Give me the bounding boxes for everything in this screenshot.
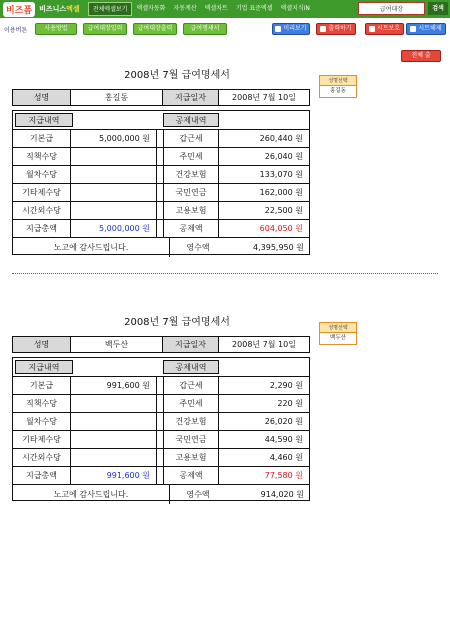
deduct-label: 주민세 [163, 395, 219, 412]
total-pay-label: 지급총액 [13, 220, 71, 237]
pay-header: 지급내역 [15, 113, 73, 127]
payslip-title: 2008년 7월 급여명세서 [124, 317, 230, 328]
deduct-header: 공제내역 [163, 360, 219, 374]
deduct-label: 국민연금 [163, 184, 219, 201]
table-row [13, 412, 309, 430]
print-icon [320, 26, 326, 32]
name-label: 성명 [13, 337, 71, 352]
pay-header: 지급내역 [15, 360, 73, 374]
deduct-value: 4,460 원 [269, 453, 303, 462]
top-navigation-bar [0, 0, 450, 18]
unlock-icon [410, 26, 416, 32]
deduct-label: 갑근세 [163, 377, 219, 394]
totals-row [13, 219, 309, 237]
toolbar-label: 이용버튼 [4, 27, 28, 34]
pay-value [71, 395, 157, 412]
deduct-value: 26,040 원 [264, 152, 303, 161]
lock-icon [369, 26, 375, 32]
site-logo[interactable] [0, 0, 80, 18]
pay-label: 시간외수당 [13, 449, 71, 466]
deduct-label: 갑근세 [163, 130, 219, 147]
pay-label: 직책수당 [13, 148, 71, 165]
total-deduct-label: 공제액 [163, 467, 219, 484]
employee-info-row [12, 89, 310, 106]
deduct-value: 260,440 원 [259, 134, 303, 143]
logo-text: 비즈폼 [3, 2, 35, 17]
table-row [13, 430, 309, 448]
deduct-label: 국민연금 [163, 431, 219, 448]
picker-selected-name[interactable]: 백두산 [330, 335, 346, 341]
section-divider [12, 273, 438, 274]
pay-value [71, 184, 157, 201]
preview-button[interactable]: 미리보기 [272, 23, 310, 35]
pay-label: 월차수당 [13, 166, 71, 183]
employee-info-row [12, 336, 310, 353]
nav-item-excel-chart[interactable]: 엑셀차트 [204, 5, 228, 12]
picker-label: 성명선택 [320, 76, 356, 86]
thanks-message: 노고에 감사드립니다. [13, 484, 170, 504]
table-row [13, 147, 309, 165]
deduct-label: 건강보험 [163, 413, 219, 430]
nav-item-all-excel[interactable]: 전체엑셀보기 [88, 2, 133, 16]
total-pay-value: 991,600 원 [71, 467, 157, 484]
how-to-use-button[interactable]: 사용방법 [35, 23, 77, 35]
deduct-header: 공제내역 [163, 113, 219, 127]
preview-icon [275, 26, 281, 32]
pay-value [71, 449, 157, 466]
nav-item-standard-excel[interactable]: 기업 표준엑셀 [235, 5, 273, 12]
payroll-output-button[interactable]: 급여대장출력 [133, 23, 177, 35]
deduct-value: 2,290 원 [269, 381, 303, 390]
net-pay-label: 영수액 [186, 242, 210, 252]
search-button[interactable]: 검색 [428, 2, 448, 15]
payslip-body [12, 110, 310, 255]
net-pay-value: 4,395,950 원 [253, 242, 304, 252]
search-box [358, 2, 425, 15]
pay-value: 5,000,000 원 [71, 130, 157, 147]
pay-value [71, 413, 157, 430]
pay-label: 시간외수당 [13, 202, 71, 219]
pay-value [71, 202, 157, 219]
payslip-body [12, 357, 310, 501]
table-row [13, 165, 309, 183]
table-row [13, 448, 309, 466]
name-label: 성명 [13, 90, 71, 105]
nav-item-excel-automation[interactable]: 엑셀자동화 [136, 5, 166, 12]
employee-name: 홍길동 [71, 90, 163, 105]
clear-all-button[interactable]: 전체 출 [401, 50, 441, 62]
net-pay-value: 914,020 원 [260, 489, 304, 499]
table-row [13, 183, 309, 201]
deduct-value: 162,000 원 [259, 188, 303, 197]
deduct-label: 고용보험 [163, 202, 219, 219]
pay-value [71, 148, 157, 165]
total-pay-value: 5,000,000 원 [71, 220, 157, 237]
pay-label: 기타제수당 [13, 431, 71, 448]
total-deduct-label: 공제액 [163, 220, 219, 237]
thanks-message: 노고에 감사드립니다. [13, 237, 170, 257]
deduct-value: 26,020 원 [264, 417, 303, 426]
deduct-label: 고용보험 [163, 449, 219, 466]
payday-label: 지급일자 [163, 337, 219, 352]
deduct-value: 22,500 원 [264, 206, 303, 215]
totals-row [13, 466, 309, 484]
payslip-title: 2008년 7월 급여명세서 [124, 70, 230, 81]
total-deduct-value: 77,580 원 [264, 471, 303, 480]
payday-value: 2008년 7월 10일 [232, 340, 296, 349]
payroll-input-button[interactable]: 급여대장입력 [83, 23, 127, 35]
pay-label: 기타제수당 [13, 184, 71, 201]
pay-value: 991,600 원 [71, 377, 157, 394]
deduct-value: 133,070 원 [259, 170, 303, 179]
table-row [13, 394, 309, 412]
payday-value: 2008년 7월 10일 [232, 93, 296, 102]
payday-label: 지급일자 [163, 90, 219, 105]
picker-label: 성명선택 [320, 323, 356, 333]
deduct-label: 건강보험 [163, 166, 219, 183]
deduct-label: 주민세 [163, 148, 219, 165]
nav-item-auto-calc[interactable]: 자동계산 [173, 5, 197, 12]
print-button[interactable]: 출력하기 [316, 23, 356, 35]
net-pay-label: 영수액 [186, 489, 210, 499]
deduct-value: 44,590 원 [264, 435, 303, 444]
pay-value [71, 431, 157, 448]
action-toolbar [0, 23, 450, 37]
pay-label: 직책수당 [13, 395, 71, 412]
main-nav [88, 0, 314, 18]
pay-label: 기본급 [13, 130, 71, 147]
total-deduct-value: 604,050 원 [259, 224, 303, 233]
payslip-button[interactable]: 급여명세서 [183, 23, 227, 35]
logo-subtitle: 비즈니스엑셀 [39, 5, 80, 13]
employee-picker[interactable] [319, 322, 357, 345]
table-row [13, 376, 309, 394]
employee-name: 백두산 [71, 337, 163, 352]
employee-picker[interactable] [319, 75, 357, 98]
pay-value [71, 166, 157, 183]
sheet-protect-button[interactable]: 시트보호 [365, 23, 404, 35]
picker-selected-name[interactable]: 홍길동 [330, 88, 346, 94]
pay-label: 월차수당 [13, 413, 71, 430]
pay-label: 기본급 [13, 377, 71, 394]
total-pay-label: 지급총액 [13, 467, 71, 484]
sheet-unprotect-button[interactable]: 시트해제 [406, 23, 446, 35]
table-row [13, 201, 309, 219]
nav-item-excel-knowledge[interactable]: 엑셀지식iN [280, 5, 310, 12]
search-input[interactable] [359, 3, 424, 14]
table-row [13, 129, 309, 147]
deduct-value: 220 원 [277, 399, 303, 408]
